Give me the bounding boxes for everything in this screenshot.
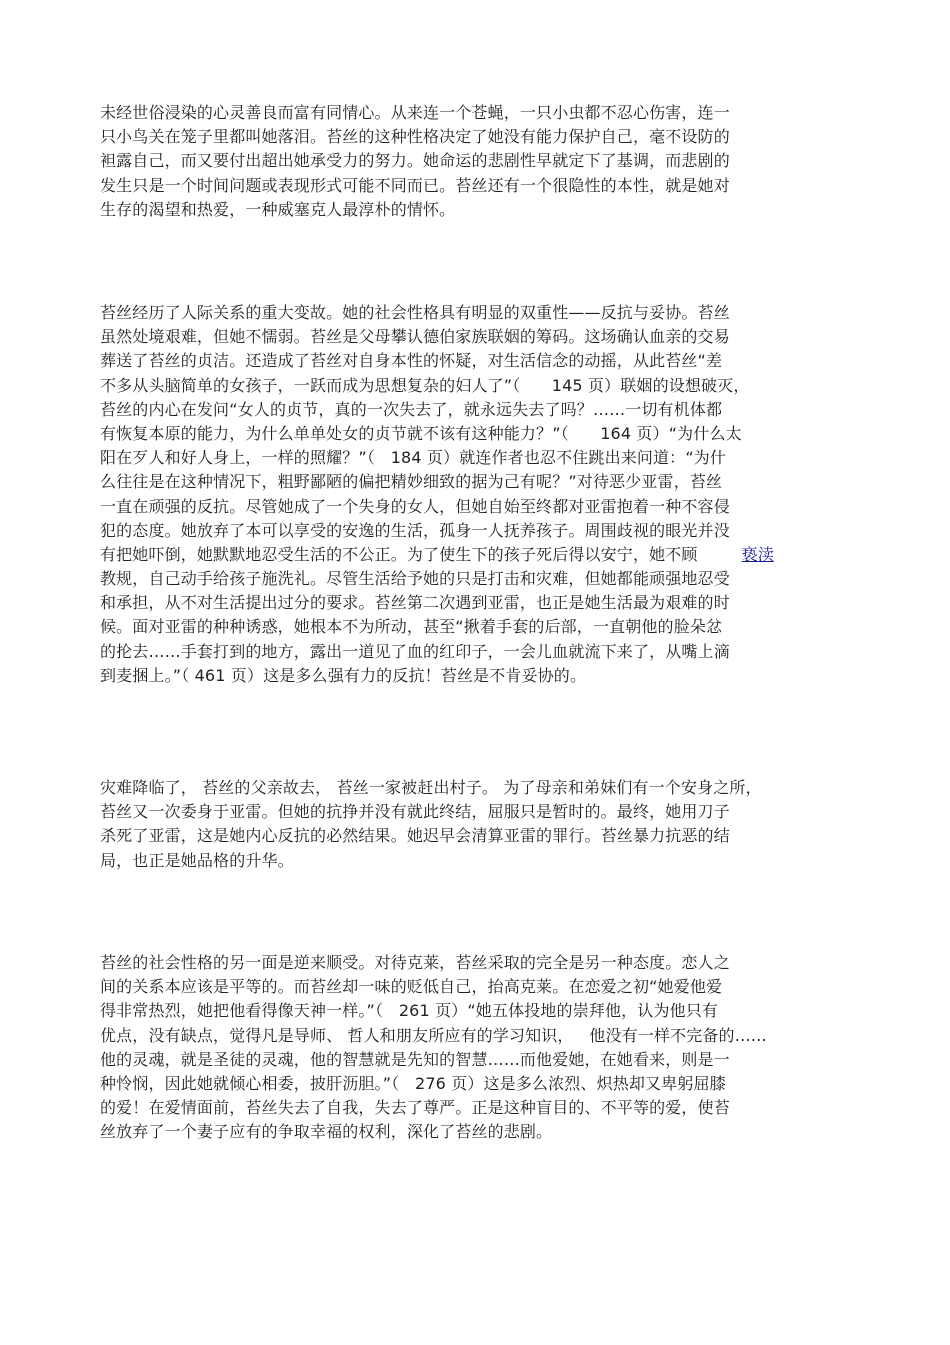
text-line: 生存的渴望和热爱，一种威塞克人最淳朴的情怀。 [100,199,456,219]
text-line: 杀死了亚雷，这是她内心反抗的必然结果。她迟早会清算亚雷的罪行。苔丝暴力抗恶的结 [100,826,730,846]
text-line: 苔丝的内心在发问“女人的贞节，真的一次失去了，就永远失去了吗？……一切有机体都 [100,399,723,419]
paragraph-2 [100,301,860,688]
text-line: 虽然处境艰难，但她不懦弱。苔丝是父母攀认德伯家族联姻的筹码。这场确认血亲的交易 [100,327,730,347]
text-segment: 有把她吓倒，她默默地忍受生活的不公正。为了使生下的孩子死后得以安宁，她不顾 [100,544,698,564]
text-line: 的爱！在爱情面前，苔丝失去了自我，失去了尊严。正是这种盲目的、不平等的爱，使苔 [100,1098,730,1118]
text-line: 的抡去……手套打到的地方，露出一道见了血的红印子，一会儿血就流下来了，从嘴上滴 [100,641,730,661]
text-line: 不多从头脑简单的女孩子，一跃而成为思想复杂的妇人了”（ 145 页）联姻的设想破灭， [100,375,750,395]
text-line: 未经世俗浸染的心灵善良而富有同情心。从来连一个苍蝇，一只小虫都不忍心伤害，连一 [100,103,730,122]
text-line: 么往往是在这种情况下，粗野鄙陋的偏把精妙细致的据为己有呢？”对待恶少亚雷，苔丝 [100,472,723,492]
text-line: 葬送了苔丝的贞洁。还造成了苔丝对自身本性的怀疑，对生活信念的动摇，从此苔丝“差 [100,351,723,371]
text-line: 种怜悯，因此她就倾心相委，披肝沥胆。”（ 276 页）这是多么浓烈、炽热却又卑躬屈膝 [100,1073,726,1093]
paragraph-3 [100,776,860,873]
text-line: 有恢复本原的能力，为什么单单处女的贞节就不该有这种能力？”（ 164 页）“为什么太 [100,423,742,443]
text-line: 优点，没有缺点，觉得凡是导师、 哲人和朋友所应有的学习知识， 他没有一样不完备的…… [100,1025,767,1045]
text-line: 只小鸟关在笼子里都叫她落泪。苔丝的这种性格决定了她没有能力保护自己，毫不设防的 [100,127,730,147]
text-line: 到麦捆上。”（ 461 页）这是多么强有力的反抗！苔丝是不肯妥协的。 [100,665,587,685]
link-blasphemy[interactable]: 亵渎 [741,544,774,564]
text-line: 一直在顽强的反抗。尽管她成了一个失身的女人，但她自始至终都对亚雷抱着一种不容侵 [100,496,730,516]
text-line: 袒露自己，而又要付出超出她承受力的努力。她命运的悲剧性早就定下了基调，而悲剧的 [100,151,730,171]
text-line: 苔丝的社会性格的另一面是逆来顺受。对待克莱，苔丝采取的完全是另一种态度。恋人之 [100,953,730,972]
text-line: 苔丝又一次委身于亚雷。但她的抗挣并没有就此终结，屈服只是暂时的。最终，她用刀子 [100,802,730,822]
text-line: 他的灵魂，就是圣徒的灵魂，他的智慧就是先知的智慧……而他爱她，在她看来，则是一 [100,1049,730,1069]
text-line: 灾难降临了， 苔丝的父亲故去， 苔丝一家被赶出村子。 为了母亲和弟妹们有一个安身之所， [100,778,762,797]
text-line: 得非常热烈，她把他看得像天神一样。”（ 261 页）“她五体投地的崇拜他，认为他只有 [100,1001,719,1021]
paragraph-1 [100,101,860,222]
text-line: 局，也正是她品格的升华。 [100,850,294,870]
text-line: 教规，自己动手给孩子施洗礼。尽管生活给予她的只是打击和灾难，但她都能顽强地忍受 [100,569,730,589]
text-line: 苔丝经历了人际关系的重大变故。她的社会性格具有明显的双重性——反抗与妥协。苔丝 [100,303,730,322]
text-line: 阳在歹人和好人身上，一样的照耀？”（ 184 页）就连作者也忍不住跳出来问道：“为什 [100,448,727,468]
text-line: 丝放弃了一个妻子应有的争取幸福的权利，深化了苔丝的悲剧。 [100,1122,553,1142]
text-line: 犯的态度。她放弃了本可以享受的安逸的生活，孤身一人抚养孩子。周围歧视的眼光并没 [100,520,730,540]
paragraph-4 [100,951,860,1145]
text-line: 候。面对亚雷的种种诱惑，她根本不为所动，甚至“揪着手套的后部，一直朝他的脸朵忿 [100,617,723,637]
text-line: 发生只是一个时间问题或表现形式可能不同而已。苔丝还有一个很隐性的本性，就是她对 [100,175,730,195]
text-line: 间的关系本应该是平等的。而苔丝却一味的贬低自己，抬高克莱。在恋爱之初“她爱他爱 [100,977,723,997]
text-line-with-link [100,543,860,567]
text-line: 和承担，从不对生活提出过分的要求。苔丝第二次遇到亚雷，也正是她生活最为艰难的时 [100,593,730,613]
